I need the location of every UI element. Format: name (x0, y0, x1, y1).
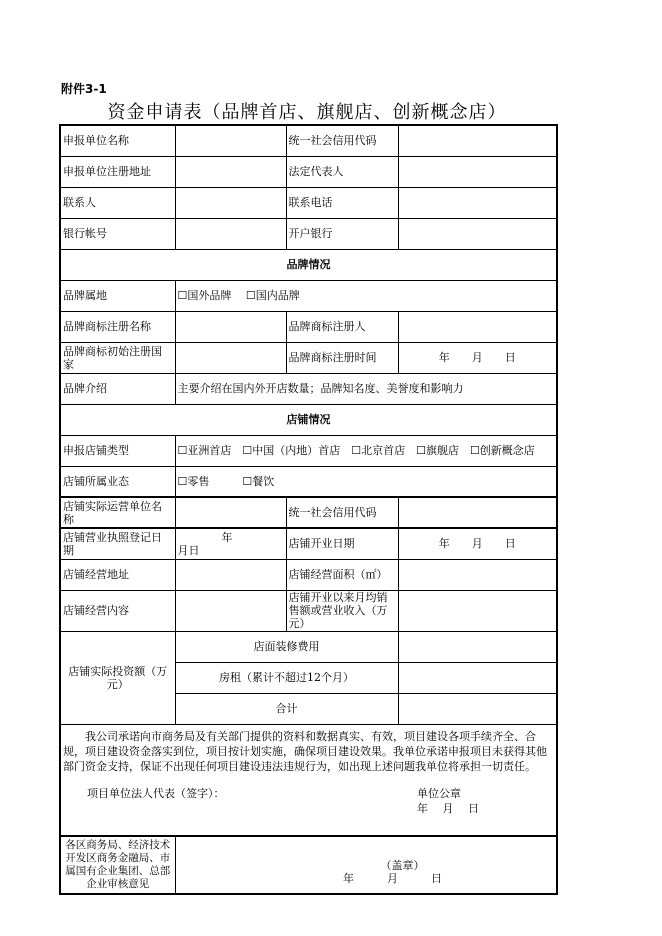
label-legal-rep: 法定代表人 (286, 156, 398, 187)
store-type-checkboxes[interactable]: ☐亚洲首店 ☐中国（内地）首店 ☐北京首店 ☐旗舰店 ☐创新概念店 (175, 435, 557, 466)
label-rent: 房租（累计不超过12个月） (175, 662, 398, 693)
unit-seal-label: 单位公章 (417, 786, 461, 800)
attachment-label: 附件3-1 (61, 82, 107, 96)
field-trademark-time[interactable]: 年 月 日 (398, 342, 557, 373)
label-license-date: 店铺营业执照登记日期 (60, 528, 175, 559)
label-store-format: 店铺所属业态 (60, 466, 175, 497)
label-renovation: 店面装修费用 (175, 631, 398, 662)
commitment-section (60, 724, 557, 836)
label-bank: 开户银行 (286, 218, 398, 249)
label-brand-intro: 品牌介绍 (60, 373, 175, 404)
commitment-date: 年 月 日 (417, 801, 479, 815)
field-bank-account[interactable] (175, 218, 286, 249)
field-operator-credit-code[interactable] (398, 497, 557, 528)
field-license-date[interactable]: 年 月日 (175, 528, 286, 559)
field-store-address[interactable] (175, 559, 286, 590)
field-reg-address[interactable] (175, 156, 286, 187)
application-form (59, 124, 558, 895)
field-brand-intro[interactable]: 主要介绍在国内外开店数量；品牌知名度、美誉度和影响力 (175, 373, 557, 404)
label-trademark-country: 品牌商标初始注册国家 (60, 342, 175, 373)
field-renovation[interactable] (398, 631, 557, 662)
field-review[interactable] (175, 836, 557, 894)
field-monthly-sales[interactable] (398, 590, 557, 631)
signature-label: 项目单位法人代表（签字）： (87, 786, 225, 800)
field-trademark-owner[interactable] (398, 311, 557, 342)
section-brand: 品牌情况 (60, 249, 557, 280)
label-store-address: 店铺经营地址 (60, 559, 175, 590)
label-investment: 店铺实际投资额（万元） (60, 631, 175, 724)
label-applicant-name: 申报单位名称 (60, 125, 175, 156)
field-contact[interactable] (175, 187, 286, 218)
review-date: 年 月 日 (343, 872, 442, 885)
field-bank[interactable] (398, 218, 557, 249)
field-legal-rep[interactable] (398, 156, 557, 187)
review-seal-label: （盖章） (380, 859, 425, 872)
field-store-area[interactable] (398, 559, 557, 590)
label-operator-credit-code: 统一社会信用代码 (286, 497, 398, 528)
brand-origin-checkboxes[interactable]: ☐国外品牌 ☐国内品牌 (175, 280, 557, 311)
label-contact: 联系人 (60, 187, 175, 218)
label-review: 各区商务局、经济技术开发区商务金融局、市属国有企业集团、总部企业审核意见 (60, 836, 175, 894)
label-trademark-name: 品牌商标注册名称 (60, 311, 175, 342)
field-trademark-country[interactable] (175, 342, 286, 373)
label-operator-name: 店铺实际运营单位名称 (60, 497, 175, 528)
field-credit-code[interactable] (398, 125, 557, 156)
field-total[interactable] (398, 693, 557, 724)
field-phone[interactable] (398, 187, 557, 218)
label-total: 合计 (175, 693, 398, 724)
store-format-checkboxes[interactable]: ☐零售 ☐餐饮 (175, 466, 557, 497)
label-store-area: 店铺经营面积（㎡） (286, 559, 398, 590)
label-bank-account: 银行帐号 (60, 218, 175, 249)
field-applicant-name[interactable] (175, 125, 286, 156)
label-reg-address: 申报单位注册地址 (60, 156, 175, 187)
field-rent[interactable] (398, 662, 557, 693)
label-store-type: 申报店铺类型 (60, 435, 175, 466)
label-store-content: 店铺经营内容 (60, 590, 175, 631)
field-operator-name[interactable] (175, 497, 286, 528)
label-monthly-sales: 店铺开业以来月均销售额或营业收入（万元） (286, 590, 398, 631)
section-store: 店铺情况 (60, 404, 557, 435)
page-title: 资金申请表（品牌首店、旗舰店、创新概念店） (107, 102, 507, 123)
label-trademark-owner: 品牌商标注册人 (286, 311, 398, 342)
label-brand-origin: 品牌属地 (60, 280, 175, 311)
field-opening-date[interactable]: 年 月 日 (398, 528, 557, 559)
commitment-text: 我公司承诺向市商务局及有关部门提供的资料和数据真实、有效，项目建设各项手续齐全、合规，项目建设资金落实到位，项目按计划实施，确保项目建设效果。我单位承诺申报项目未获得其他部门资金支持，保证不出现任何项目建设违法违规行为，如出现上述问题我单位将承担一切责任。 (63, 729, 547, 773)
field-trademark-name[interactable] (175, 311, 286, 342)
label-credit-code: 统一社会信用代码 (286, 125, 398, 156)
label-phone: 联系电话 (286, 187, 398, 218)
field-store-content[interactable] (175, 590, 286, 631)
label-trademark-time: 品牌商标注册时间 (286, 342, 398, 373)
label-opening-date: 店铺开业日期 (286, 528, 398, 559)
